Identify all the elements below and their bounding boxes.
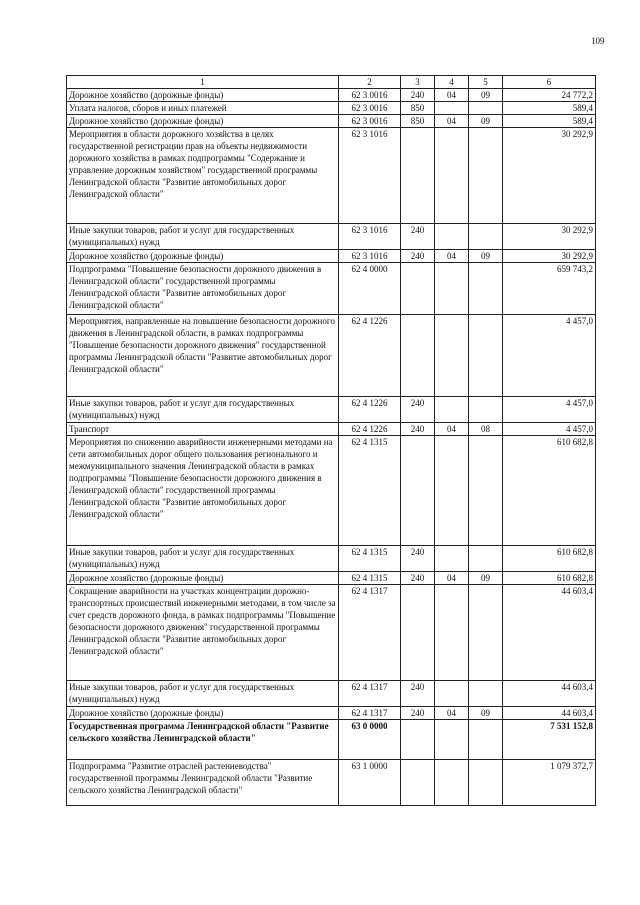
cell-name: Иные закупки товаров, работ и услуг для государственных (муниципальных) нужд [67,224,339,250]
cell-subsection: 08 [469,423,503,436]
cell-expense-type [401,436,435,546]
header-cell-code: 2 [339,76,401,89]
cell-section: 04 [435,115,469,128]
cell-name: Государственная программа Ленинградской области "Развитие сельского хозяйства Ленинградской области" [67,720,339,760]
header-cell-name: 1 [67,76,339,89]
cell-subsection [469,128,503,224]
cell-name: Сокращение аварийности на участках концентрации дорожно-транспортных происшествий инженерными методами, в том числе за счет средств дорожного фонда, в рамках подпрограммы "Повышение безопасности дорожного движения" государственной программы Ленинградской области "Развитие автомобильных дорог Ленинградской области" [67,585,339,681]
table-row [67,115,596,128]
table-row [67,760,596,806]
cell-section [435,681,469,707]
cell-expense-type: 240 [401,546,435,572]
table-row [67,707,596,720]
header-cell-sum: 6 [503,76,596,89]
cell-section [435,585,469,681]
cell-section: 04 [435,89,469,102]
cell-name: Мероприятия в области дорожного хозяйства в целях государственной регистрации прав на объекты недвижимости дорожного хозяйства в рамках подпрограммы "Содержание и управление дорожным хозяйством" государственной программы Ленинградской области "Развитие автомобильных дорог Ленинградской области" [67,128,339,224]
cell-name: Мероприятия, направленные на повышение безопасности дорожного движения в Ленинградской области, в рамках подпрограммы "Повышение безопасности дорожного движения" государственной программы Ленинградской области "Развитие автомобильных дорог Ленинградской области" [67,315,339,397]
cell-code: 62 4 1226 [339,315,401,397]
table-row [67,585,596,681]
cell-code: 62 4 1317 [339,707,401,720]
cell-expense-type: 240 [401,572,435,585]
cell-code: 62 4 1315 [339,436,401,546]
table-row [67,315,596,397]
cell-sum: 610 682,8 [503,546,596,572]
cell-sum: 7 531 152,8 [503,720,596,760]
cell-expense-type [401,585,435,681]
cell-subsection [469,681,503,707]
table-row [67,263,596,315]
cell-subsection [469,397,503,423]
cell-name: Иные закупки товаров, работ и услуг для государственных (муниципальных) нужд [67,681,339,707]
cell-expense-type: 240 [401,681,435,707]
cell-code: 62 3 0016 [339,102,401,115]
cell-name: Уплата налогов, сборов и иных платежей [67,102,339,115]
cell-subsection [469,585,503,681]
cell-sum: 659 743,2 [503,263,596,315]
table-row [67,572,596,585]
cell-expense-type: 240 [401,397,435,423]
table-row [67,397,596,423]
cell-sum: 589,4 [503,115,596,128]
cell-expense-type [401,263,435,315]
table-row [67,250,596,263]
cell-expense-type: 240 [401,707,435,720]
cell-section [435,397,469,423]
cell-subsection [469,263,503,315]
cell-section [435,546,469,572]
cell-section: 04 [435,250,469,263]
cell-name: Иные закупки товаров, работ и услуг для государственных (муниципальных) нужд [67,546,339,572]
cell-section [435,128,469,224]
cell-subsection: 09 [469,572,503,585]
cell-code: 63 0 0000 [339,720,401,760]
table-row [67,102,596,115]
cell-name: Подпрограмма "Развитие отраслей растениеводства" государственной программы Ленинградской области "Развитие сельского хозяйства Ленинградской области" [67,760,339,806]
cell-expense-type [401,760,435,806]
cell-name: Мероприятия по снижению аварийности инженерными методами на сети автомобильных дорог общего пользования регионального и межмуниципального значения Ленинградской области в рамках подпрограммы "Повышение безопасности дорожного движения в Ленинградской области" государственной программы Ленинградской области "Развитие автомобильных дорог Ленинградской области" [67,436,339,546]
cell-name: Дорожное хозяйство (дорожные фонды) [67,89,339,102]
cell-name: Иные закупки товаров, работ и услуг для государственных (муниципальных) нужд [67,397,339,423]
table-header-row [67,76,596,89]
cell-section [435,436,469,546]
header-cell-subsection: 5 [469,76,503,89]
cell-code: 62 4 1317 [339,585,401,681]
cell-expense-type: 240 [401,224,435,250]
header-cell-expense-type: 3 [401,76,435,89]
cell-code: 62 4 1315 [339,572,401,585]
cell-code: 62 4 1315 [339,546,401,572]
cell-subsection [469,315,503,397]
cell-name: Дорожное хозяйство (дорожные фонды) [67,115,339,128]
cell-sum: 30 292,9 [503,250,596,263]
cell-sum: 4 457,0 [503,397,596,423]
table-row [67,89,596,102]
cell-code: 63 1 0000 [339,760,401,806]
cell-section: 04 [435,707,469,720]
table-row [67,546,596,572]
cell-sum: 589,4 [503,102,596,115]
cell-code: 62 3 1016 [339,128,401,224]
cell-code: 62 4 1226 [339,423,401,436]
cell-sum: 610 682,8 [503,436,596,546]
cell-code: 62 3 1016 [339,224,401,250]
cell-subsection [469,102,503,115]
cell-sum: 1 079 372,7 [503,760,596,806]
table-row [67,423,596,436]
cell-code: 62 3 1016 [339,250,401,263]
cell-subsection [469,546,503,572]
cell-expense-type [401,720,435,760]
cell-subsection: 09 [469,115,503,128]
cell-subsection [469,720,503,760]
cell-name: Транспорт [67,423,339,436]
table-row [67,681,596,707]
cell-sum: 44 603,4 [503,585,596,681]
table-row [67,720,596,760]
cell-section: 04 [435,423,469,436]
table-row [67,128,596,224]
cell-sum: 610 682,8 [503,572,596,585]
cell-expense-type: 240 [401,423,435,436]
cell-sum: 4 457,0 [503,315,596,397]
header-cell-section: 4 [435,76,469,89]
cell-subsection: 09 [469,707,503,720]
cell-name: Подпрограмма "Повышение безопасности дорожного движения в Ленинградской области" государственной программы Ленинградской области "Развитие автомобильных дорог Ленинградской области" [67,263,339,315]
cell-expense-type: 240 [401,89,435,102]
cell-expense-type [401,128,435,224]
budget-table [66,75,596,806]
cell-expense-type: 240 [401,250,435,263]
table-row [67,436,596,546]
cell-subsection: 09 [469,89,503,102]
cell-code: 62 3 0016 [339,115,401,128]
cell-section [435,760,469,806]
cell-code: 62 4 0000 [339,263,401,315]
cell-code: 62 4 1226 [339,397,401,423]
cell-name: Дорожное хозяйство (дорожные фонды) [67,707,339,720]
cell-sum: 30 292,9 [503,224,596,250]
cell-name: Дорожное хозяйство (дорожные фонды) [67,250,339,263]
cell-subsection [469,224,503,250]
cell-section [435,720,469,760]
cell-sum: 44 603,4 [503,707,596,720]
cell-subsection: 09 [469,250,503,263]
cell-expense-type: 850 [401,102,435,115]
cell-code: 62 3 0016 [339,89,401,102]
cell-subsection [469,760,503,806]
cell-section [435,224,469,250]
table-row [67,224,596,250]
cell-sum: 4 457,0 [503,423,596,436]
cell-sum: 24 772,2 [503,89,596,102]
cell-expense-type [401,315,435,397]
cell-sum: 44 603,4 [503,681,596,707]
page-number: 109 [591,36,605,46]
cell-section: 04 [435,572,469,585]
cell-code: 62 4 1317 [339,681,401,707]
cell-name: Дорожное хозяйство (дорожные фонды) [67,572,339,585]
cell-expense-type: 850 [401,115,435,128]
cell-section [435,263,469,315]
cell-section [435,102,469,115]
cell-subsection [469,436,503,546]
cell-section [435,315,469,397]
cell-sum: 30 292,9 [503,128,596,224]
